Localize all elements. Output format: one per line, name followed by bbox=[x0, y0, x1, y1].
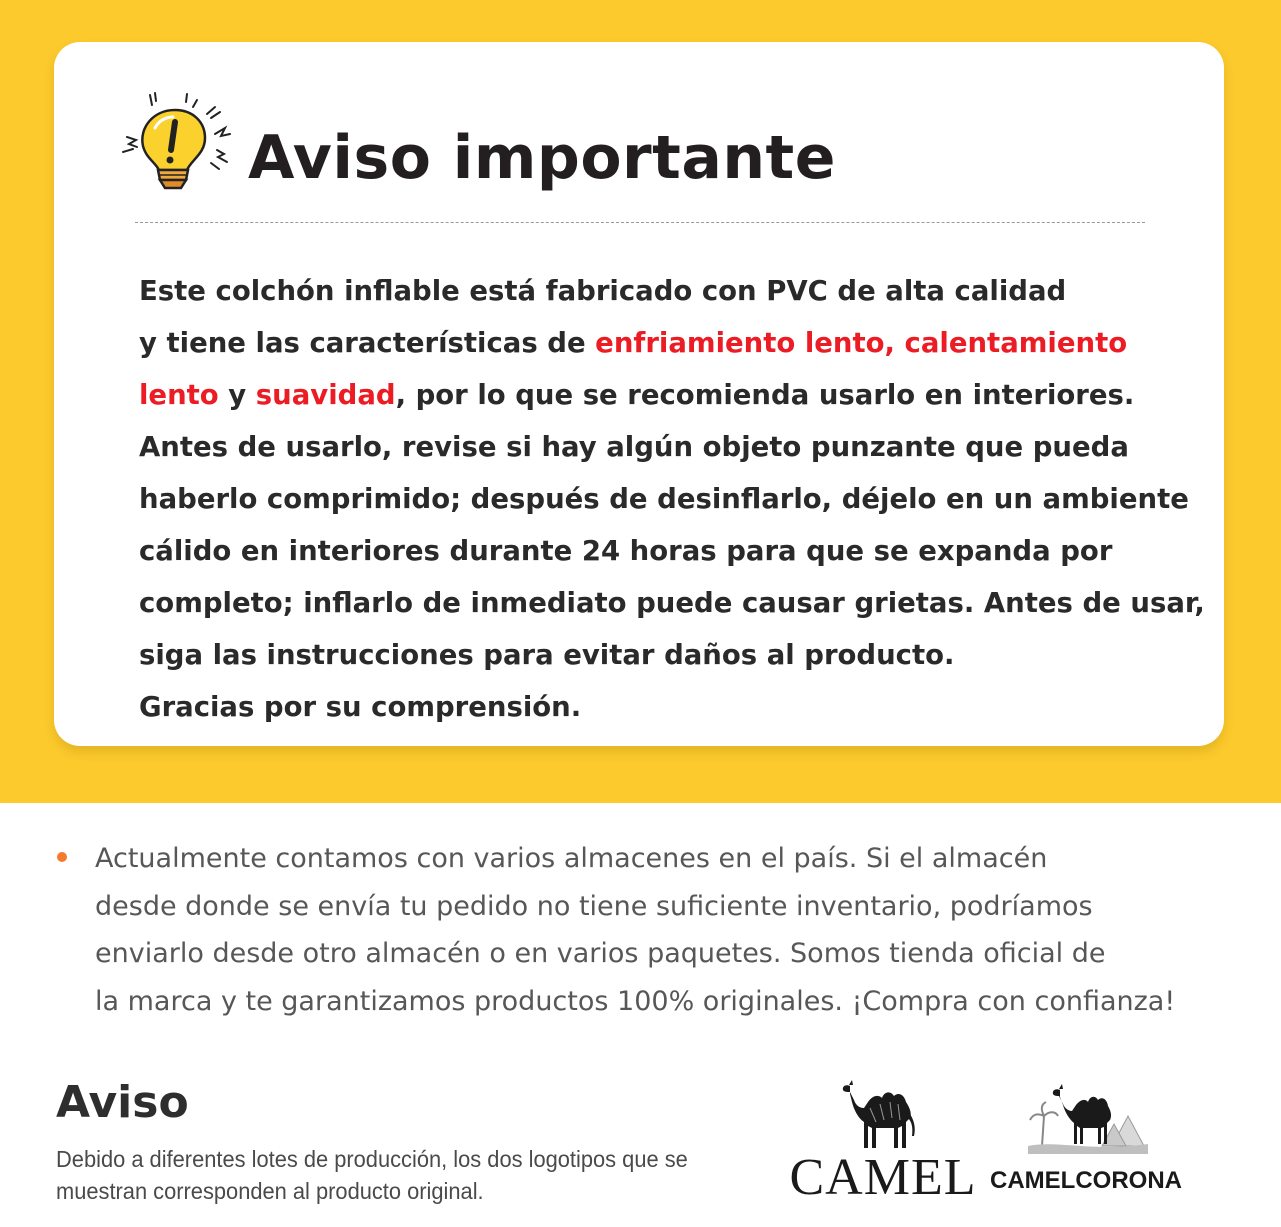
notice-text: Gracias por su comprensión. bbox=[139, 691, 582, 723]
notice-highlight: suavidad bbox=[255, 379, 396, 411]
notice-body bbox=[139, 265, 1205, 733]
shipping-line: desde donde se envía tu pedido no tiene suficiente inventario, podríamos bbox=[95, 890, 1093, 922]
lightbulb-exclamation-icon bbox=[115, 90, 240, 195]
notice-line bbox=[139, 629, 1139, 681]
notice-text: cálido en interiores durante 24 horas para que se expanda por bbox=[139, 535, 1113, 567]
notice-title: Aviso importante bbox=[248, 123, 836, 193]
aviso-heading: Aviso bbox=[56, 1077, 189, 1128]
notice-text: completo; inflarlo de inmediato puede causar grietas. Antes de usar, bbox=[139, 587, 1205, 619]
aviso-line: muestran corresponden al producto original. bbox=[56, 1178, 484, 1204]
shipping-line: Actualmente contamos con varios almacenes en el país. Si el almacén bbox=[95, 843, 1048, 874]
notice-line bbox=[139, 369, 1139, 421]
aviso-line: Debido a diferentes lotes de producción, los dos logotipos que se bbox=[56, 1146, 688, 1172]
notice-text: Este colchón inflable está fabricado con PVC de alta calidad bbox=[139, 275, 1067, 307]
camel-icon bbox=[840, 1078, 918, 1156]
notice-text: y tiene las características de bbox=[139, 327, 596, 359]
shipping-line: la marca y te garantizamos productos 100% originales. ¡Compra con confianza! bbox=[95, 985, 1176, 1017]
aviso-text bbox=[56, 1143, 726, 1207]
camel-pyramids-icon bbox=[1028, 1082, 1148, 1154]
notice-line bbox=[139, 681, 1139, 733]
notice-line bbox=[139, 265, 1139, 317]
notice-highlight: lento bbox=[139, 379, 219, 411]
camel-logo-text: CAMEL bbox=[789, 1149, 977, 1206]
camel-logo bbox=[788, 1078, 978, 1206]
notice-text: Antes de usarlo, revise si hay algún objeto punzante que pueda bbox=[139, 431, 1129, 463]
notice-highlight: enfriamiento lento, calentamiento bbox=[595, 327, 1128, 359]
notice-text: y bbox=[218, 379, 256, 411]
camelcorona-logo bbox=[990, 1078, 1190, 1198]
shipping-text bbox=[95, 835, 1175, 1025]
notice-line bbox=[139, 421, 1139, 473]
notice-text: siga las instrucciones para evitar daños al producto. bbox=[139, 639, 955, 671]
notice-text: , por lo que se recomienda usarlo en interiores. bbox=[395, 379, 1135, 411]
notice-text: haberlo comprimido; después de desinflarlo, déjelo en un ambiente bbox=[139, 483, 1189, 515]
notice-line bbox=[139, 577, 1205, 629]
camelcorona-logo-text: CAMELCORONA bbox=[990, 1167, 1182, 1194]
bullet-dot-icon bbox=[57, 852, 67, 862]
dashed-divider bbox=[135, 222, 1145, 223]
shipping-line: enviarlo desde otro almacén o en varios paquetes. Somos tienda oficial de bbox=[95, 938, 1106, 969]
notice-line bbox=[139, 317, 1139, 369]
notice-line bbox=[139, 525, 1139, 577]
notice-line bbox=[139, 473, 1189, 525]
